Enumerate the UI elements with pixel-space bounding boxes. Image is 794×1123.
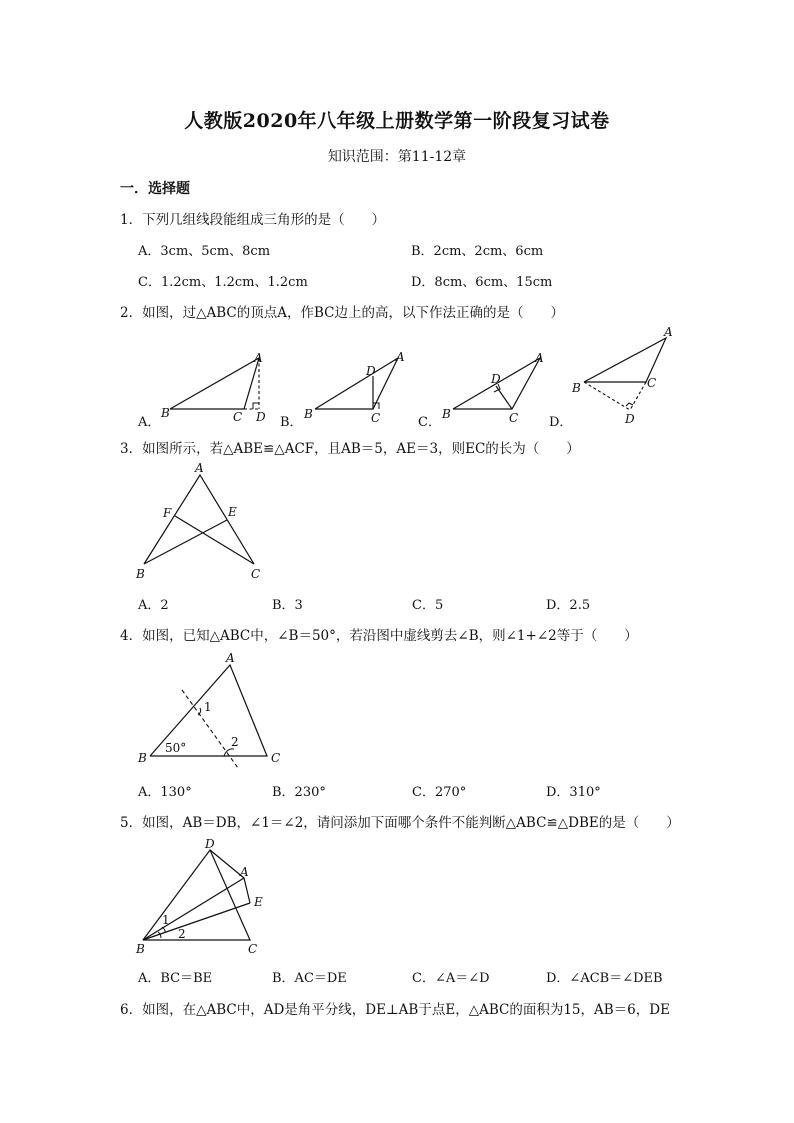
question-1-option-c: C．1.2cm、1.2cm、1.2cm — [138, 275, 308, 290]
question-4-option-d: D．310° — [546, 785, 601, 800]
question-5-option-c: C．∠A＝∠D — [412, 971, 490, 986]
figure-label: C — [271, 751, 281, 765]
question-2-stem: 2．如图，过△ABC的顶点A，作BC边上的高，以下作法正确的是（ ） — [120, 305, 564, 321]
question-2-option-c-letter: C． — [418, 415, 441, 430]
figure-label: D — [205, 837, 215, 851]
question-5-option-b: B．AC＝DE — [272, 971, 347, 986]
section-heading: 一．选择题 — [120, 181, 190, 197]
figure-label: E — [254, 895, 263, 909]
question-1-option-b: B．2cm、2cm、6cm — [411, 244, 544, 259]
question-1-stem: 1．下列几组线段能组成三角形的是（ ） — [120, 212, 386, 228]
question-5-stem: 5．如图，AB＝DB，∠1＝∠2，请问添加下面哪个条件不能判断△ABC≌△DBE的是（ ） — [120, 815, 680, 831]
page-subtitle: 知识范围：第11-12章 — [327, 149, 467, 165]
question-2-figure-a — [160, 350, 270, 425]
page-title: 人教版2020年八年级上册数学第一阶段复习试卷 — [184, 110, 610, 132]
figure-label: A — [535, 351, 544, 365]
question-4-option-a: A．130° — [138, 785, 192, 800]
figure-label: F — [163, 506, 172, 520]
figure-label: A — [254, 351, 263, 365]
figure-label: B — [136, 567, 145, 581]
figure-label: B — [136, 942, 145, 956]
figure-label: 2 — [178, 927, 186, 941]
question-1-option-d: D．8cm、6cm、15cm — [411, 275, 553, 290]
figure-label: A — [396, 350, 405, 364]
figure-label: A — [226, 651, 235, 665]
figure-label: B — [572, 381, 581, 395]
question-3-option-c: C．5 — [412, 598, 444, 613]
figure-label: D — [366, 364, 376, 378]
question-5-option-d: D．∠ACB＝∠DEB — [546, 971, 663, 986]
figure-label: D — [256, 410, 266, 424]
figure-label: 1 — [162, 913, 170, 927]
question-3-option-b: B．3 — [272, 598, 303, 613]
question-4-figure — [130, 648, 290, 773]
question-5-figure — [130, 835, 280, 960]
question-4-option-b: B．230° — [272, 785, 326, 800]
question-2-option-d-letter: D． — [549, 415, 573, 430]
question-5-option-a: A．BC＝BE — [138, 971, 213, 986]
question-3-option-a: A．2 — [138, 598, 169, 613]
question-1-option-a: A．3cm、5cm、8cm — [138, 244, 271, 259]
figure-label: A — [664, 325, 673, 339]
question-3-figure — [130, 460, 280, 585]
figure-label: C — [233, 410, 243, 424]
figure-label: B — [138, 751, 147, 765]
figure-label: B — [442, 407, 451, 421]
question-2-figure-b — [300, 350, 410, 425]
figure-label: B — [161, 406, 170, 420]
question-3-stem: 3．如图所示，若△ABE≌△ACF，且AB＝5，AE＝3，则EC的长为（ ） — [120, 441, 580, 457]
question-2-figure-d — [568, 325, 683, 425]
question-4-option-c: C．270° — [412, 785, 467, 800]
figure-label: C — [251, 567, 261, 581]
figure-label: C — [647, 376, 657, 390]
figure-label: B — [304, 407, 313, 421]
question-2-figure-c — [438, 350, 548, 425]
figure-label: A — [195, 461, 204, 475]
question-2-option-a-letter: A． — [138, 415, 161, 430]
figure-label: A — [240, 865, 249, 879]
figure-label: C — [248, 942, 258, 956]
figure-label: C — [371, 411, 381, 425]
figure-label: 50° — [165, 741, 187, 755]
question-4-stem: 4．如图，已知△ABC中，∠B＝50°，若沿图中虚线剪去∠B，则∠1+∠2等于（ ） — [120, 628, 638, 644]
question-6-stem: 6．如图，在△ABC中，AD是角平分线，DE⊥AB于点E，△ABC的面积为15，AB＝6，DE — [120, 1002, 670, 1018]
figure-label: D — [491, 372, 501, 386]
figure-label: E — [228, 505, 237, 519]
figure-label: C — [509, 411, 519, 425]
figure-label: 1 — [204, 700, 212, 714]
question-2-option-b-letter: B． — [280, 415, 303, 430]
question-3-option-d: D．2.5 — [546, 598, 591, 613]
figure-label: 2 — [231, 735, 239, 749]
figure-label: D — [625, 412, 635, 426]
